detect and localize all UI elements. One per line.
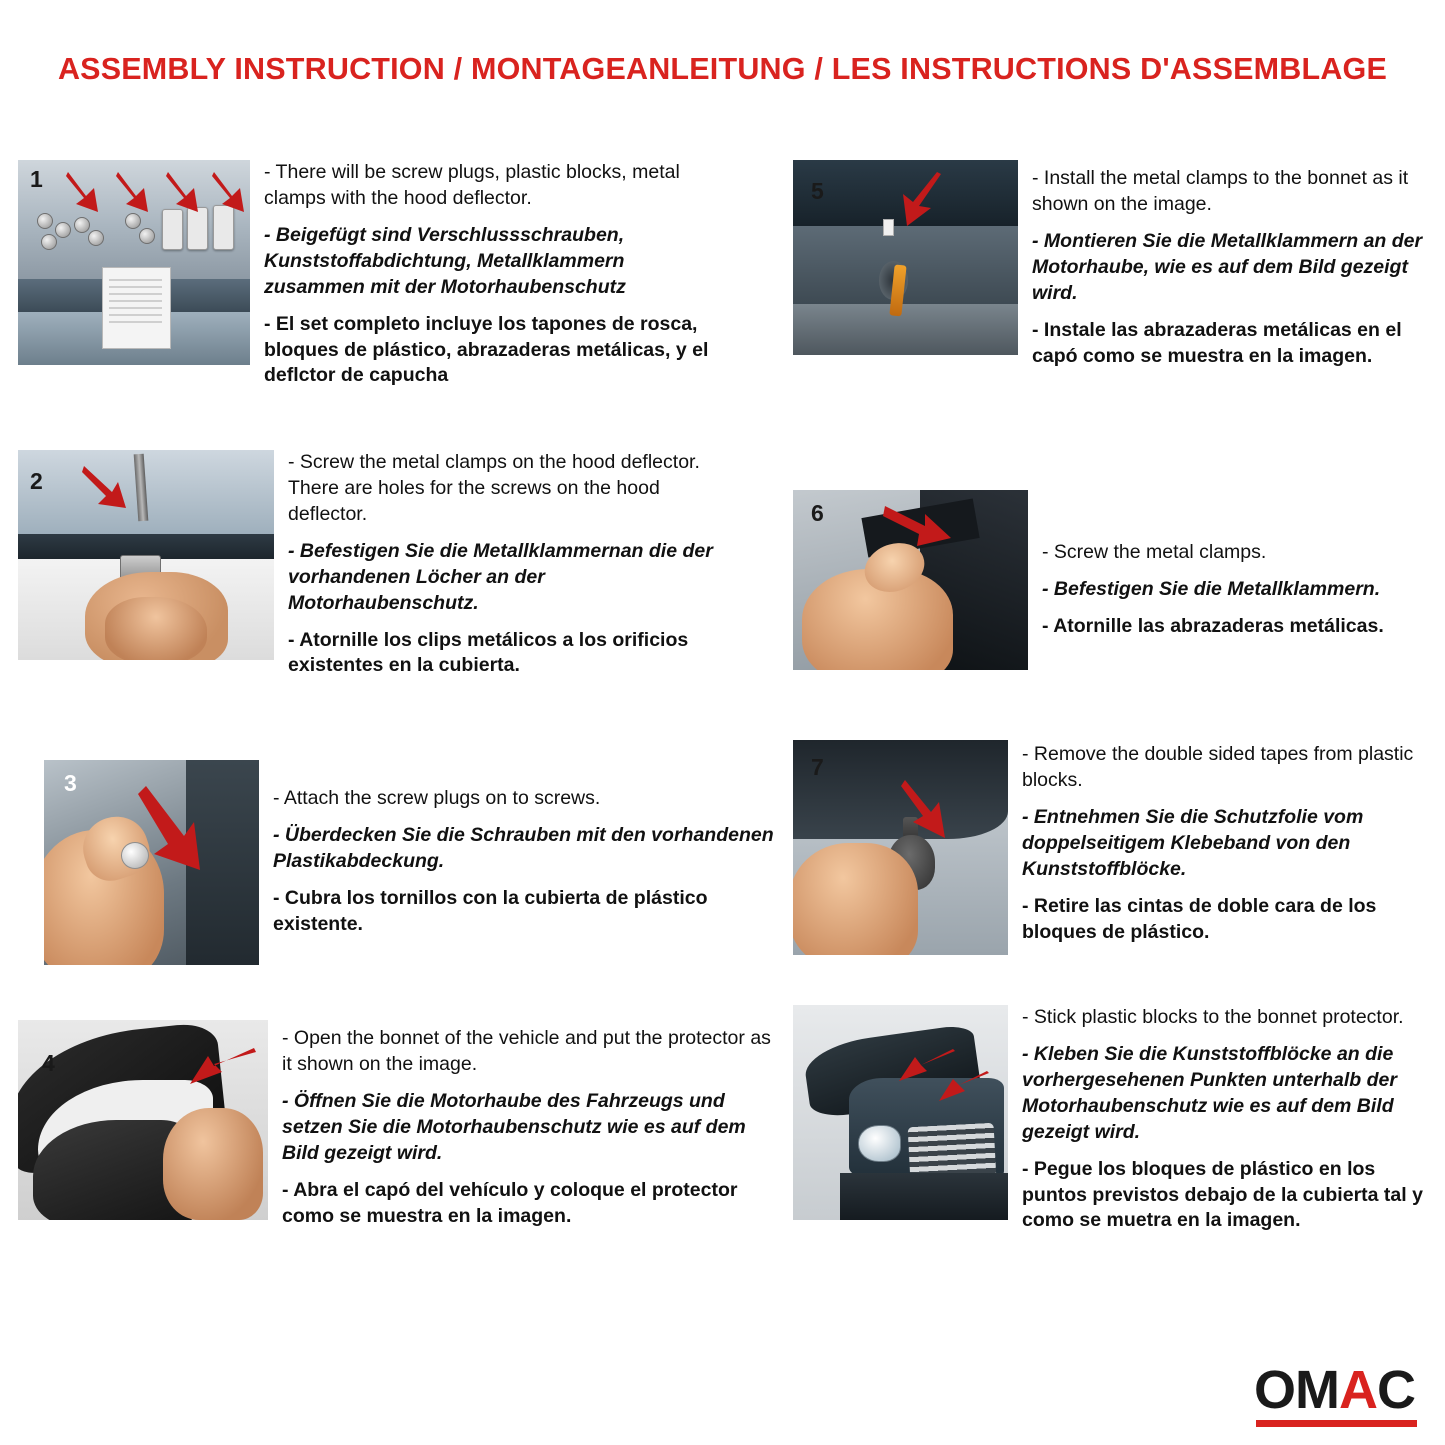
step-7-text-es: - Retire las cintas de doble cara de los bloques de plástico. — [1022, 894, 1377, 943]
step-3-text-en: - Attach the screw plugs on to screws. — [273, 787, 601, 809]
logo-underline — [1256, 1420, 1417, 1427]
step-1-arrow-2 — [114, 170, 152, 216]
step-3-text — [259, 760, 784, 938]
step-3-arrow — [136, 784, 210, 874]
step-2-text — [274, 450, 738, 679]
step-8-text-es: - Pegue los bloques de plástico en los puntos previstos debajo de la cubierta tal y como se muetra en la imagen. — [1022, 1157, 1423, 1232]
step-1-text — [250, 160, 718, 389]
step-6-figure — [793, 490, 1028, 670]
step-2-text-en: - Screw the metal clamps on the hood deflector. There are holes for the screws on the hood deflector. — [288, 451, 700, 525]
step-3 — [44, 760, 784, 965]
step-6-arrow — [883, 502, 955, 550]
step-3-text-es: - Cubra los tornillos con la cubierta de plástico existente. — [273, 886, 708, 935]
step-8 — [793, 1005, 1443, 1234]
step-6 — [793, 490, 1433, 670]
step-2-number: 2 — [30, 468, 43, 494]
step-2-arrow — [82, 462, 136, 514]
logo-letter-a: A — [1339, 1360, 1377, 1420]
step-4-text-es: - Abra el capó del vehículo y coloque el protector como se muestra en la imagen. — [282, 1178, 738, 1227]
step-5-text — [1018, 160, 1428, 369]
step-4-figure — [18, 1020, 268, 1220]
logo-letter-m: M — [1295, 1360, 1339, 1420]
step-7-number: 7 — [811, 754, 824, 780]
step-7-text-de: - Entnehmen Sie die Schutzfolie vom doppelseitigem Klebeband von den Kunststoffblöcke. — [1022, 805, 1364, 880]
step-4-text-de: - Öffnen Sie die Motorhaube des Fahrzeugs und setzen Sie die Motorhaubenschutz wie es auf dem Bild gezeigt wird. — [282, 1089, 746, 1164]
step-7-text — [1008, 740, 1438, 945]
step-5-text-en: - Install the metal clamps to the bonnet as it shown on the image. — [1032, 167, 1409, 215]
step-7-text-en: - Remove the double sided tapes from plastic blocks. — [1022, 743, 1414, 791]
step-8-text-en: - Stick plastic blocks to the bonnet protector. — [1022, 1006, 1404, 1028]
step-2-text-es: - Atornille los clips metálicos a los orificios existentes en la cubierta. — [288, 628, 689, 677]
step-4-number: 4 — [42, 1050, 55, 1076]
step-2-text-de: - Befestigen Sie die Metallklammernan die der vorhandenen Löcher an der Motorhaubenschutz. — [288, 539, 713, 614]
step-1-figure — [18, 160, 250, 365]
step-4-text — [268, 1020, 778, 1229]
step-4 — [18, 1020, 778, 1229]
step-7 — [793, 740, 1438, 955]
step-5 — [793, 160, 1428, 369]
step-5-text-de: - Montieren Sie die Metallklammern an der Motorhaube, wie es auf dem Bild gezeigt wird. — [1032, 229, 1423, 304]
step-8-text-de: - Kleben Sie die Kunststoffblöcke an die vorhergesehenen Punkten unterhalb der Motorhaubenschutz wie es auf dem Bild gezeigt wird. — [1022, 1042, 1397, 1143]
logo-letter-o: O — [1254, 1360, 1296, 1420]
step-6-text-de: - Befestigen Sie die Metallklammern. — [1042, 577, 1381, 600]
step-1-arrow-3 — [164, 170, 202, 216]
step-8-text — [1008, 1005, 1443, 1234]
step-2-figure — [18, 450, 274, 660]
step-7-arrow — [901, 778, 955, 842]
step-3-figure — [44, 760, 259, 965]
step-3-text-de: - Überdecken Sie die Schrauben mit den vorhandenen Plastikabdeckung. — [273, 823, 774, 872]
page-title: ASSEMBLY INSTRUCTION / MONTAGEANLEITUNG / LES INSTRUCTIONS D'ASSEMBLAGE — [57, 52, 1388, 86]
step-6-text-es: - Atornille las abrazaderas metálicas. — [1042, 614, 1384, 637]
step-3-number: 3 — [64, 770, 77, 796]
step-2 — [18, 450, 738, 679]
step-4-text-en: - Open the bonnet of the vehicle and put the protector as it shown on the image. — [282, 1027, 771, 1075]
step-5-text-es: - Instale las abrazaderas metálicas en el capó como se muestra en la imagen. — [1032, 318, 1402, 367]
step-1-number: 1 — [30, 166, 43, 192]
logo-letter-c: C — [1377, 1360, 1415, 1420]
step-1-arrow-4 — [210, 170, 248, 216]
step-1-arrow-1 — [64, 170, 102, 216]
step-4-arrow — [188, 1048, 258, 1096]
step-6-text — [1028, 490, 1433, 640]
step-1-text-de: - Beigefügt sind Verschlussschrauben, Kunststoffabdichtung, Metallklammern zusammen mit der Motorhaubenschutz — [264, 223, 626, 298]
step-6-text-en: - Screw the metal clamps. — [1042, 541, 1267, 563]
step-8-figure — [793, 1005, 1008, 1220]
step-5-arrow — [897, 172, 951, 230]
step-5-number: 5 — [811, 178, 824, 204]
step-8-arrow-2 — [937, 1071, 991, 1109]
omac-logo — [1254, 1360, 1415, 1420]
step-7-figure — [793, 740, 1008, 955]
step-1-text-en: - There will be screw plugs, plastic blocks, metal clamps with the hood deflector. — [264, 161, 680, 209]
step-1 — [18, 160, 718, 389]
step-5-figure — [793, 160, 1018, 355]
step-1-text-es: - El set completo incluye los tapones de rosca, bloques de plástico, abrazaderas metálicas, y el deflctor de capucha — [264, 312, 709, 387]
step-6-number: 6 — [811, 500, 824, 526]
